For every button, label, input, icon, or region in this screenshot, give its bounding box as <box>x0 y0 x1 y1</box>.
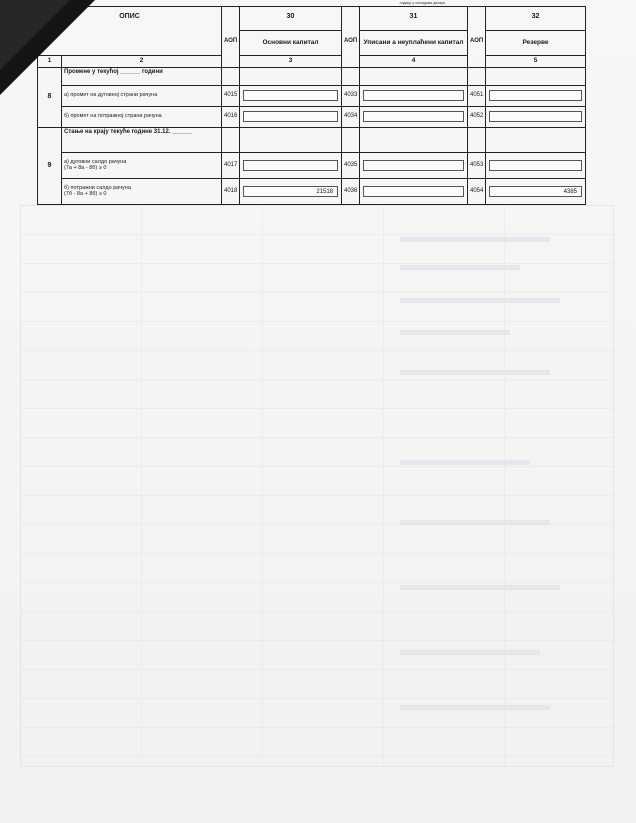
empty-cell <box>222 127 240 152</box>
aop-4016: 4016 <box>222 106 240 127</box>
empty-cell <box>342 67 360 85</box>
aop-4036: 4036 <box>342 178 360 204</box>
row9b-label: б) потражни салдо рачуна <box>64 184 131 191</box>
bleed-through-line <box>400 460 530 465</box>
col31-name: Уписани а неуплаћени капитал <box>363 38 464 46</box>
row9-heading: Стање на крају текуће године 31.12. ______ <box>62 127 222 152</box>
row9a-formula: (7а + 8а - 8б) ≥ 0 <box>64 165 107 172</box>
desc-header: ОПИС <box>38 7 222 56</box>
value-input-4036[interactable] <box>363 186 464 197</box>
empty-cell <box>486 67 586 85</box>
value-input-4035[interactable] <box>363 160 464 171</box>
bleed-through-line <box>400 520 550 525</box>
value-input-4017[interactable] <box>243 160 338 171</box>
value-cell <box>360 85 468 106</box>
row8b-label: б) промет на потражној страни рачуна <box>62 106 222 127</box>
col32-header <box>486 7 586 56</box>
col31-header <box>360 7 468 56</box>
aop-4033: 4033 <box>342 85 360 106</box>
value-input-4033[interactable] <box>363 90 464 101</box>
aop-4035: 4035 <box>342 152 360 178</box>
value-input-4051[interactable] <box>489 90 582 101</box>
bleed-through-line <box>400 265 520 270</box>
col30-name: Основни капитал <box>262 38 319 46</box>
value-cell <box>240 106 342 127</box>
col31-number: 31 <box>360 7 467 31</box>
value-input-4034[interactable] <box>363 111 464 122</box>
value-cell <box>360 152 468 178</box>
col-index-1: 1 <box>38 55 62 67</box>
empty-cell <box>240 127 342 152</box>
value-input-4018[interactable]: 21518 <box>243 186 338 197</box>
empty-cell <box>360 127 468 152</box>
value-input-4053[interactable] <box>489 160 582 171</box>
bleed-through-line <box>400 705 550 710</box>
empty-cell <box>486 127 586 152</box>
value-cell <box>486 106 586 127</box>
bleed-through-line <box>400 585 560 590</box>
value-cell <box>240 85 342 106</box>
row8-heading: Промене у текућој ______ години <box>62 67 222 85</box>
bleed-through-line <box>400 298 560 303</box>
col30-number: 30 <box>240 7 341 31</box>
aop-4051: 4051 <box>468 85 486 106</box>
value-cell <box>486 85 586 106</box>
value-cell <box>240 178 342 204</box>
col32-name: Резерве <box>522 38 549 46</box>
col-index-3: 3 <box>240 55 342 67</box>
col-index-2: 2 <box>62 55 222 67</box>
aop-4018: 4018 <box>222 178 240 204</box>
bleed-through-line <box>400 370 550 375</box>
bleed-through-line <box>400 650 540 655</box>
col32-number: 32 <box>486 7 585 31</box>
empty-cell <box>468 127 486 152</box>
value-input-4015[interactable] <box>243 90 338 101</box>
aop-header-31: АОП <box>342 7 360 68</box>
folded-corner-shade <box>0 0 70 70</box>
aop-header-32: АОП <box>468 7 486 68</box>
header-strip-text: подаци у хиљадама динара <box>399 1 445 5</box>
aop-4015: 4015 <box>222 85 240 106</box>
value-cell <box>486 152 586 178</box>
bleed-through-grid <box>20 205 614 767</box>
aop-4054: 4054 <box>468 178 486 204</box>
row-number-8: 8 <box>38 67 62 127</box>
capital-changes-table <box>37 6 586 205</box>
value-input-4016[interactable] <box>243 111 338 122</box>
row-number-9: 9 <box>38 127 62 204</box>
empty-cell <box>468 67 486 85</box>
row9b-formula: (7б - 8а + 8б) ≥ 0 <box>64 191 107 198</box>
col-index-5: 5 <box>486 55 586 67</box>
row9b-label-cell <box>62 178 222 204</box>
aop-header-30: АОП <box>222 7 240 68</box>
bleed-through-line <box>400 237 550 242</box>
value-input-4052[interactable] <box>489 111 582 122</box>
col30-header <box>240 7 342 56</box>
empty-cell <box>240 67 342 85</box>
row9a-label-cell <box>62 152 222 178</box>
aop-4034: 4034 <box>342 106 360 127</box>
empty-cell <box>222 67 240 85</box>
aop-4017: 4017 <box>222 152 240 178</box>
value-input-4054[interactable]: 4385 <box>489 186 582 197</box>
row8a-label: а) промет на дуговној страни рачуна <box>62 85 222 106</box>
row9a-label: а) дуговни салдо рачуна <box>64 158 127 165</box>
value-cell <box>360 106 468 127</box>
bleed-through-line <box>400 330 510 335</box>
aop-4052: 4052 <box>468 106 486 127</box>
col-index-4: 4 <box>360 55 468 67</box>
aop-4053: 4053 <box>468 152 486 178</box>
empty-cell <box>360 67 468 85</box>
value-cell <box>360 178 468 204</box>
value-cell <box>240 152 342 178</box>
value-cell <box>486 178 586 204</box>
empty-cell <box>342 127 360 152</box>
